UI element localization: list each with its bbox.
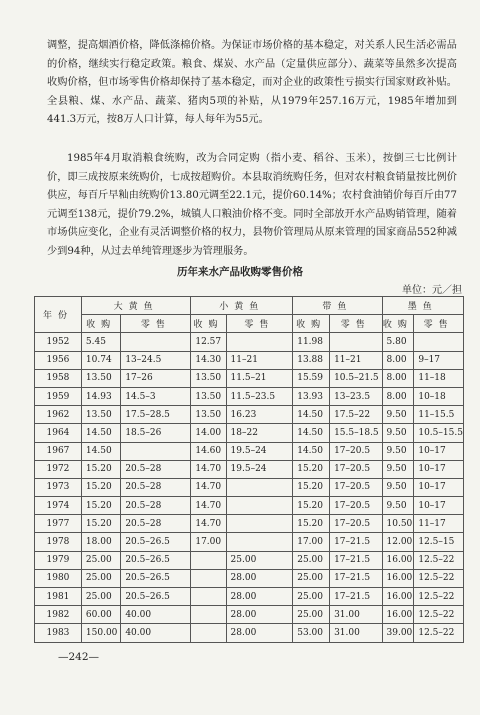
aquatic-price-table — [34, 296, 464, 643]
price-cell: 10.74 — [81, 351, 120, 369]
sub-header-retail: 零售 — [121, 315, 191, 333]
price-cell — [121, 442, 191, 460]
price-cell — [191, 551, 226, 569]
price-cell: 14.70 — [191, 497, 226, 515]
price-cell: 12.5–22 — [414, 551, 464, 569]
year-header: 年份 — [35, 297, 82, 333]
table-row — [35, 333, 464, 351]
table-title: 历年来水产品收购零售价格 — [177, 266, 303, 278]
price-cell: 13–24.5 — [121, 351, 191, 369]
price-cell: 13.50 — [81, 369, 120, 387]
price-cell — [121, 333, 191, 351]
price-cell: 17–20.5 — [330, 515, 382, 533]
price-cell: 15.20 — [293, 515, 330, 533]
price-cell: 150.00 — [81, 624, 120, 642]
price-cell: 25.00 — [81, 569, 120, 587]
price-cell: 14.50 — [293, 406, 330, 424]
price-cell: 11.98 — [293, 333, 330, 351]
price-cell: 10–18 — [414, 387, 464, 405]
price-cell — [226, 533, 293, 551]
price-cell: 28.00 — [226, 569, 293, 587]
price-cell: 31.00 — [330, 606, 382, 624]
price-cell: 14.70 — [191, 478, 226, 496]
price-cell — [226, 515, 293, 533]
year-cell: 1981 — [35, 588, 82, 606]
table-row — [35, 533, 464, 551]
price-cell: 9.50 — [382, 424, 414, 442]
price-cell: 8.00 — [382, 369, 414, 387]
price-cell: 15.20 — [293, 497, 330, 515]
price-cell: 17–21.5 — [330, 569, 382, 587]
price-cell: 18–22 — [226, 424, 293, 442]
price-cell: 11–18 — [414, 369, 464, 387]
price-cell — [330, 333, 382, 351]
price-cell: 17–21.5 — [330, 533, 382, 551]
year-cell: 1962 — [35, 406, 82, 424]
price-cell: 28.00 — [226, 606, 293, 624]
price-cell: 20.5–28 — [121, 478, 191, 496]
price-cell: 13.93 — [293, 387, 330, 405]
table-row — [35, 351, 464, 369]
price-cell: 12.5–22 — [414, 606, 464, 624]
price-cell — [191, 624, 226, 642]
price-cell: 60.00 — [81, 606, 120, 624]
table-row — [35, 424, 464, 442]
year-cell: 1964 — [35, 424, 82, 442]
price-cell: 14.70 — [191, 460, 226, 478]
price-cell: 16.00 — [382, 569, 414, 587]
price-cell: 20.5–26.5 — [121, 533, 191, 551]
price-cell: 17.5–22 — [330, 406, 382, 424]
price-cell: 15.20 — [81, 478, 120, 496]
price-cell: 16.00 — [382, 551, 414, 569]
price-cell: 12.5–22 — [414, 588, 464, 606]
price-cell: 28.00 — [226, 588, 293, 606]
price-cell: 9.50 — [382, 442, 414, 460]
year-cell: 1974 — [35, 497, 82, 515]
price-cell — [414, 333, 464, 351]
price-cell: 8.00 — [382, 387, 414, 405]
year-cell: 1958 — [35, 369, 82, 387]
price-cell: 14.50 — [293, 442, 330, 460]
price-cell: 20.5–28 — [121, 460, 191, 478]
price-cell: 9.50 — [382, 406, 414, 424]
year-cell: 1980 — [35, 569, 82, 587]
price-cell: 13.88 — [293, 351, 330, 369]
price-cell — [226, 497, 293, 515]
price-cell: 12.5–22 — [414, 624, 464, 642]
price-cell: 12.57 — [191, 333, 226, 351]
year-cell: 1972 — [35, 460, 82, 478]
price-cell: 10–17 — [414, 497, 464, 515]
price-cell: 15.20 — [81, 497, 120, 515]
price-cell: 53.00 — [293, 624, 330, 642]
page-number: —242— — [58, 651, 100, 663]
price-cell: 17–20.5 — [330, 478, 382, 496]
price-cell: 16.23 — [226, 406, 293, 424]
price-cell: 17–20.5 — [330, 460, 382, 478]
price-cell: 14.50 — [81, 424, 120, 442]
paragraph-grain-reform: 1985年4月取消粮食统购，改为合同定购（指小麦、稻谷、玉米），按倒三七比例计价，即三成按原来统购价，七成按超购价。本县取消统购任务，但对农村粮食销量按比例价供应，每百斤早籼由统购价13.80元调至22.1元，提价60.14%；农村食油销价每百斤由77元调至138元，提价79.2%，城镇人口粮油价格不变。同时全部放开水产品购销管理，随着市场供应变化，企业有灵活调整价格的权力，县物价管理局从原来管理的国家商品552种减少到94种，从过去单纯管理逐步为管理服务。 — [47, 153, 457, 257]
price-cell: 9.50 — [382, 497, 414, 515]
price-cell — [191, 569, 226, 587]
table-row — [35, 478, 464, 496]
price-cell: 10.5–15.5 — [414, 424, 464, 442]
price-cell: 25.00 — [293, 551, 330, 569]
price-cell: 31.00 — [330, 624, 382, 642]
price-cell: 25.00 — [226, 551, 293, 569]
price-cell: 9–17 — [414, 351, 464, 369]
sub-header-purchase: 收购 — [382, 315, 414, 333]
group-header-hairtail: 带鱼 — [293, 297, 382, 315]
year-cell: 1982 — [35, 606, 82, 624]
price-cell: 14.60 — [191, 442, 226, 460]
year-cell: 1973 — [35, 478, 82, 496]
price-cell: 20.5–26.5 — [121, 551, 191, 569]
price-cell: 8.00 — [382, 351, 414, 369]
price-cell: 11–15.5 — [414, 406, 464, 424]
table-row — [35, 624, 464, 642]
price-cell: 15.20 — [293, 460, 330, 478]
group-header-cuttlefish: 墨鱼 — [382, 297, 463, 315]
price-cell: 17.5–28.5 — [121, 406, 191, 424]
price-cell: 20.5–26.5 — [121, 569, 191, 587]
price-cell: 14.30 — [191, 351, 226, 369]
year-cell: 1952 — [35, 333, 82, 351]
paragraph-price-policy: 调整，提高烟酒价格，降低涤棉价格。为保证市场价格的基本稳定，对关系人民生活必需品的价格，继续实行稳定政策。粮食、煤炭、水产品（定量供应部分）、蔬菜等虽然多次提高收购价格，但市场零售价格却保持了基本稳定，而对企业的政策性亏损实行国家财政补贴。全县粮、煤、水产品、蔬菜、猪肉5项的补贴，从1979年257.16万元，1985年增加到441.3万元，按8万人口计算，每人每年为55元。 — [47, 40, 457, 126]
price-cell: 16.00 — [382, 588, 414, 606]
year-cell: 1959 — [35, 387, 82, 405]
price-cell: 13.50 — [191, 369, 226, 387]
table-body — [35, 333, 464, 642]
price-cell: 10–17 — [414, 478, 464, 496]
table-row — [35, 497, 464, 515]
price-cell: 12.5–15 — [414, 533, 464, 551]
table-row — [35, 588, 464, 606]
price-cell: 18.5–26 — [121, 424, 191, 442]
price-cell: 11.5–23.5 — [226, 387, 293, 405]
sub-header-purchase: 收购 — [191, 315, 226, 333]
price-cell: 17–20.5 — [330, 442, 382, 460]
price-cell: 10.50 — [382, 515, 414, 533]
price-cell: 10–17 — [414, 460, 464, 478]
table-row — [35, 369, 464, 387]
sub-header-purchase: 收购 — [293, 315, 330, 333]
year-cell: 1956 — [35, 351, 82, 369]
price-cell: 11.5–21 — [226, 369, 293, 387]
price-cell: 5.80 — [382, 333, 414, 351]
table-row — [35, 515, 464, 533]
table-header-row-sub — [35, 315, 464, 333]
price-cell: 11–21 — [226, 351, 293, 369]
price-cell: 13–23.5 — [330, 387, 382, 405]
price-cell: 10.5–21.5 — [330, 369, 382, 387]
price-cell: 39.00 — [382, 624, 414, 642]
price-cell: 9.50 — [382, 460, 414, 478]
year-cell: 1977 — [35, 515, 82, 533]
price-cell: 15.59 — [293, 369, 330, 387]
table-unit: 单位：元／担 — [402, 285, 462, 296]
year-cell: 1979 — [35, 551, 82, 569]
price-cell: 15.20 — [81, 460, 120, 478]
year-cell: 1983 — [35, 624, 82, 642]
table-row — [35, 387, 464, 405]
price-cell: 18.00 — [81, 533, 120, 551]
price-cell: 10–17 — [414, 442, 464, 460]
table-row — [35, 442, 464, 460]
price-cell — [226, 478, 293, 496]
group-header-large-yellow-croaker: 大黄鱼 — [81, 297, 190, 315]
price-cell: 17.00 — [191, 533, 226, 551]
price-cell: 16.00 — [382, 606, 414, 624]
price-cell: 28.00 — [226, 624, 293, 642]
sub-header-retail: 零售 — [414, 315, 464, 333]
price-cell: 17–26 — [121, 369, 191, 387]
price-cell: 25.00 — [293, 588, 330, 606]
price-cell: 14.50 — [81, 442, 120, 460]
price-cell: 14.70 — [191, 515, 226, 533]
table-row — [35, 460, 464, 478]
price-cell: 13.50 — [191, 406, 226, 424]
price-cell: 25.00 — [293, 569, 330, 587]
price-cell: 11–17 — [414, 515, 464, 533]
price-cell: 17–21.5 — [330, 551, 382, 569]
price-cell: 25.00 — [81, 551, 120, 569]
price-cell: 20.5–28 — [121, 497, 191, 515]
price-cell: 19.5–24 — [226, 460, 293, 478]
price-cell: 15.20 — [293, 478, 330, 496]
price-cell: 13.50 — [81, 406, 120, 424]
sub-header-purchase: 收购 — [81, 315, 120, 333]
sub-header-retail: 零售 — [330, 315, 382, 333]
sub-header-retail: 零售 — [226, 315, 293, 333]
price-cell: 20.5–26.5 — [121, 588, 191, 606]
price-cell: 15.20 — [81, 515, 120, 533]
year-cell: 1978 — [35, 533, 82, 551]
price-cell: 40.00 — [121, 624, 191, 642]
price-cell: 15.5–18.5 — [330, 424, 382, 442]
price-cell: 17.00 — [293, 533, 330, 551]
price-cell: 9.50 — [382, 478, 414, 496]
price-cell: 17–21.5 — [330, 588, 382, 606]
price-cell: 19.5–24 — [226, 442, 293, 460]
price-cell: 5.45 — [81, 333, 120, 351]
table-row — [35, 569, 464, 587]
price-cell: 14.93 — [81, 387, 120, 405]
price-cell: 12.5–22 — [414, 569, 464, 587]
price-cell: 11–21 — [330, 351, 382, 369]
price-cell: 20.5–28 — [121, 515, 191, 533]
price-cell: 40.00 — [121, 606, 191, 624]
table-row — [35, 406, 464, 424]
table-row — [35, 606, 464, 624]
price-cell: 17–20.5 — [330, 497, 382, 515]
price-cell: 25.00 — [293, 606, 330, 624]
group-header-small-yellow-croaker: 小黄鱼 — [191, 297, 293, 315]
price-cell: 12.00 — [382, 533, 414, 551]
price-cell: 25.00 — [81, 588, 120, 606]
table-row — [35, 551, 464, 569]
price-cell: 14.5–3 — [121, 387, 191, 405]
table-header-row-groups — [35, 297, 464, 315]
year-cell: 1967 — [35, 442, 82, 460]
price-cell: 13.50 — [191, 387, 226, 405]
price-cell: 14.50 — [293, 424, 330, 442]
price-cell — [191, 588, 226, 606]
price-cell: 14.00 — [191, 424, 226, 442]
price-cell — [226, 333, 293, 351]
price-cell — [191, 606, 226, 624]
